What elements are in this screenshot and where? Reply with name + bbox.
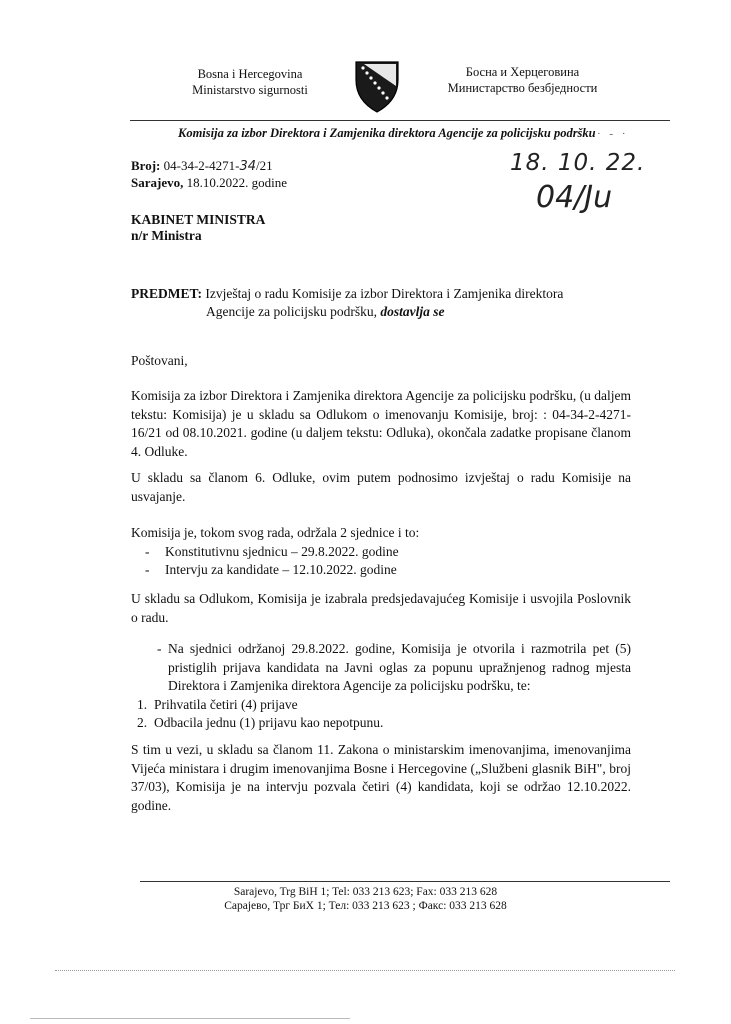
- subject-action: dostavlja se: [380, 304, 445, 319]
- list-item: 1. Prihvatila četiri (4) prijave: [137, 696, 298, 712]
- addressee-cabinet: KABINET MINISTRA: [131, 212, 266, 227]
- footer-latin: Sarajevo, Trg BiH 1; Tel: 033 213 623; Fax: 033 213 628: [233, 886, 498, 898]
- document-date: 18.10.2022. godine: [186, 175, 287, 190]
- paragraph-4: U skladu sa Odlukom, Komisija je izabrala predsjedavajućeg Komisije i usvojila Poslovnik o radu.: [131, 591, 631, 625]
- reference-number: 04-34-2-4271-: [163, 158, 240, 173]
- country-name-cyrillic: Босна и Херцеговина: [465, 65, 580, 79]
- decisions-list: [131, 696, 631, 733]
- list-item: - Konstitutivnu sjednicu – 29.8.2022. godine: [145, 543, 399, 559]
- header-left: [175, 66, 325, 98]
- greeting: Poštovani,: [131, 353, 188, 368]
- header-divider: [130, 120, 670, 121]
- subject: [131, 285, 601, 321]
- sessions-list: [131, 543, 631, 580]
- addressee: [131, 212, 265, 244]
- footer-divider: [140, 881, 670, 882]
- reference-number-suffix: /21: [256, 158, 273, 173]
- paragraph-6: S tim u vezi, u skladu sa članom 11. Zakona o ministarskim imenovanjima, imenovanjima Vijeća ministara i drugim imenovanjima Bosne i Hercegovine („Službeni glasnik BiH", broj 37/03), Komisija je na intervju pozvala četiri (4) kandidata, koji se održao 12.10.2022. godine.: [131, 742, 631, 813]
- decor-dots: · - ·: [597, 128, 629, 140]
- handwritten-initials: 04/Ju: [536, 180, 613, 215]
- scan-artifact-line: [55, 970, 675, 971]
- applications-text: Na sjednici održanoj 29.8.2022. godine, Komisija je otvorila i razmotrila pet (5) pristiglih prijava kandidata na Javni oglas za popunu upražnjenog radnog mjesta Direktora i Zamjenika direktora Agencije za policijsku podršku, te:: [168, 641, 631, 693]
- coat-of-arms-icon: [354, 60, 400, 114]
- subject-label: PREDMET:: [131, 286, 202, 301]
- paragraph-2: U skladu sa članom 6. Odluke, ovim putem podnosimo izvještaj o radu Komisije na usvajanje.: [131, 470, 631, 504]
- header-right: [440, 64, 605, 96]
- place-label: Sarajevo,: [131, 175, 184, 190]
- footer-cyrillic: Сарајево, Трг БиХ 1; Тел: 033 213 623 ; Факс: 033 213 628: [224, 900, 507, 912]
- ministry-name-latin: Ministarstvo sigurnosti: [192, 83, 308, 97]
- reference-number-label: Broj:: [131, 158, 161, 173]
- country-name-latin: Bosna i Hercegovina: [197, 67, 303, 81]
- list-item: 2. Odbacila jednu (1) prijavu kao nepotpunu.: [137, 715, 384, 730]
- paragraph-1: Komisija za izbor Direktora i Zamjenika direktora Agencije za policijsku podršku, (u daljem tekstu: Komisija) je u skladu sa Odlukom o imenovanju Komisije, broj: : 04-34-2-4271-16/21 od 08.10.2021. godine (u daljem tekstu: Odluka), okončala zadatke propisane članom 4. Odluke.: [131, 388, 631, 459]
- commission-title: Komisija za izbor Direktora i Zamjenika direktora Agencije za policijsku podršku: [178, 126, 596, 140]
- list-item: - Intervju za kandidate – 12.10.2022. godine: [145, 562, 397, 577]
- paragraph-5: - Na sjednici održanoj 29.8.2022. godine, Komisija je otvorila i razmotrila pet (5) pristiglih prijava kandidata na Javni oglas za popunu upražnjenog radnog mjesta Direktora i Zamjenika direktora Agencije za policijsku podršku, te: 1. Prihvatila četiri (4) prijave 2. Odbacila jednu (1) prijavu kao nepotpunu.: [131, 640, 631, 733]
- ministry-name-cyrillic: Министарство безбједности: [447, 81, 598, 95]
- reference-block: [131, 158, 287, 191]
- subject-line2: Agencije za policijsku podršku,: [206, 304, 377, 319]
- subject-line1: Izvještaj o radu Komisije za izbor Direktora i Zamjenika direktora: [205, 286, 564, 301]
- paragraph-3: [131, 524, 631, 580]
- handwritten-date: 18. 10. 22.: [510, 150, 646, 176]
- scan-artifact-bottom: [30, 1018, 350, 1019]
- sessions-intro: Komisija je, tokom svog rada, održala 2 sjednice i to:: [131, 525, 420, 540]
- reference-number-handwritten: 34: [239, 159, 256, 174]
- addressee-recipient: n/r Ministra: [131, 228, 202, 243]
